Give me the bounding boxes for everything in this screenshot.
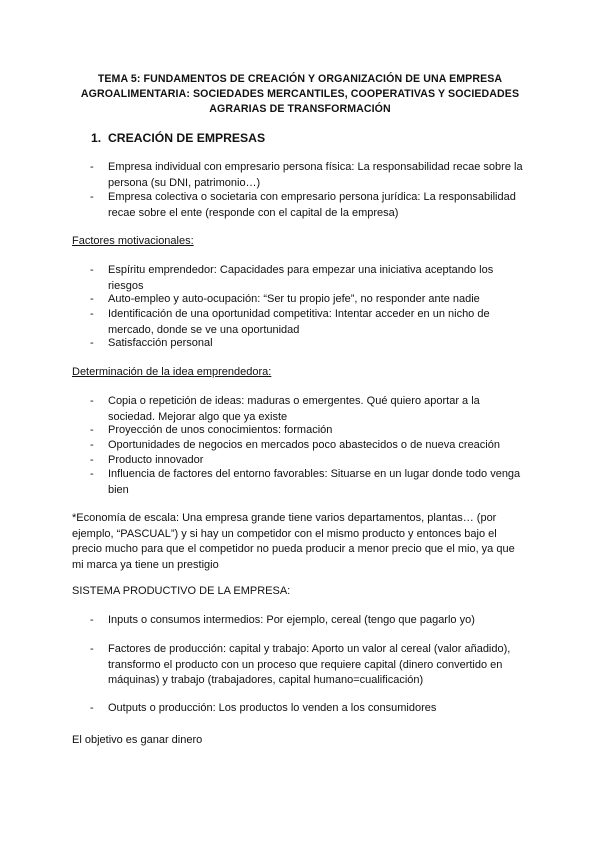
bullet-dash: - (90, 468, 94, 480)
document-title (60, 72, 540, 117)
list-item-line: Outputs o producción: Los productos lo venden a los consumidores (108, 702, 437, 714)
paragraph-line: ejemplo, “PASCUAL”) y si hay un competidor con el mismo producto y entonces bajo el (72, 527, 497, 540)
title-line-1: TEMA 5: FUNDAMENTOS DE CREACIÓN Y ORGANIZACIÓN DE UNA EMPRESA (97, 73, 503, 85)
list-item-line: persona (su DNI, patrimonio…) (108, 176, 261, 189)
list-item-line: Empresa individual con empresario persona física: La responsabilidad recae sobre la (108, 161, 523, 173)
list-item-line: Empresa colectiva o societaria con empresario persona jurídica: La responsabilidad (108, 191, 516, 203)
list-item-line: Producto innovador (108, 454, 204, 466)
economia-paragraph (72, 511, 515, 573)
bullet-dash: - (90, 439, 94, 451)
list-item-line: bien (108, 483, 129, 496)
factores-heading: Factores motivacionales: (72, 235, 194, 247)
bullet-dash: - (90, 337, 94, 349)
title-line-3: AGRARIAS DE TRANSFORMACIÓN (209, 103, 391, 115)
bullet-dash: - (90, 191, 94, 203)
list-item-line: transformo el producto con un proceso que requiere capital (dinero convertido en (108, 658, 503, 671)
list-item-line: mercado, donde se ve una oportunidad (108, 323, 300, 336)
list-item-line: Auto-empleo y auto-ocupación: “Ser tu propio jefe”, no responder ante nadie (108, 293, 480, 305)
paragraph-line: mi marca ya tiene un prestigio (72, 558, 219, 571)
bullet-dash: - (90, 702, 94, 714)
list-item-line: Espíritu emprendedor: Capacidades para empezar una iniciativa aceptando los (108, 264, 494, 276)
list-item-line: Satisfacción personal (108, 337, 213, 349)
bullet-dash: - (90, 264, 94, 276)
list-item-line: Copia o repetición de ideas: maduras o emergentes. Qué quiero aportar a la (108, 395, 480, 407)
paragraph-line: precio mucho para que el competidor no pueda producir a menor precio que el mio, ya que (72, 543, 515, 555)
section-heading (91, 131, 265, 145)
list-item-line: máquinas) y trabajo (trabajadores, capital humano=cualificación) (108, 674, 424, 686)
section-title: CREACIÓN DE EMPRESAS (108, 131, 266, 145)
bullet-dash: - (90, 161, 94, 173)
list-item-line: Factores de producción: capital y trabajo: Aporto un valor al cereal (valor añadido), (108, 643, 511, 655)
bullet-dash: - (90, 643, 94, 655)
list-item-line: Proyección de unos conocimientos: formación (108, 424, 333, 436)
list-item-line: sociedad. Mejorar algo que ya existe (108, 410, 288, 423)
list-item-line: riesgos (108, 279, 144, 292)
section-number: 1. (91, 131, 102, 145)
sistema-heading: SISTEMA PRODUCTIVO DE LA EMPRESA: (72, 585, 291, 597)
list-item-line: recae sobre el ente (responde con el capital de la empresa) (108, 206, 399, 219)
determinacion-heading: Determinación de la idea emprendedora: (72, 366, 272, 378)
closing-sentence: El objetivo es ganar dinero (72, 734, 203, 746)
list-item-line: Influencia de factores del entorno favorables: Situarse en un lugar donde todo venga (108, 468, 521, 480)
list-item-line: Oportunidades de negocios en mercados poco abastecidos o de nueva creación (108, 439, 500, 451)
bullet-dash: - (90, 454, 94, 466)
bullet-dash: - (90, 424, 94, 436)
paragraph-line: *Economía de escala: Una empresa grande tiene varios departamentos, plantas… (por (72, 512, 497, 524)
bullet-dash: - (90, 293, 94, 305)
bullet-dash: - (90, 614, 94, 626)
list-item-line: Inputs o consumos intermedios: Por ejemplo, cereal (tengo que pagarlo yo) (108, 614, 475, 626)
list-item-line: Identificación de una oportunidad competitiva: Intentar acceder en un nicho de (108, 308, 490, 320)
bullet-dash: - (90, 308, 94, 320)
bullet-dash: - (90, 395, 94, 407)
title-line-2: AGROALIMENTARIA: SOCIEDADES MERCANTILES, COOPERATIVAS Y SOCIEDADES (80, 88, 520, 100)
